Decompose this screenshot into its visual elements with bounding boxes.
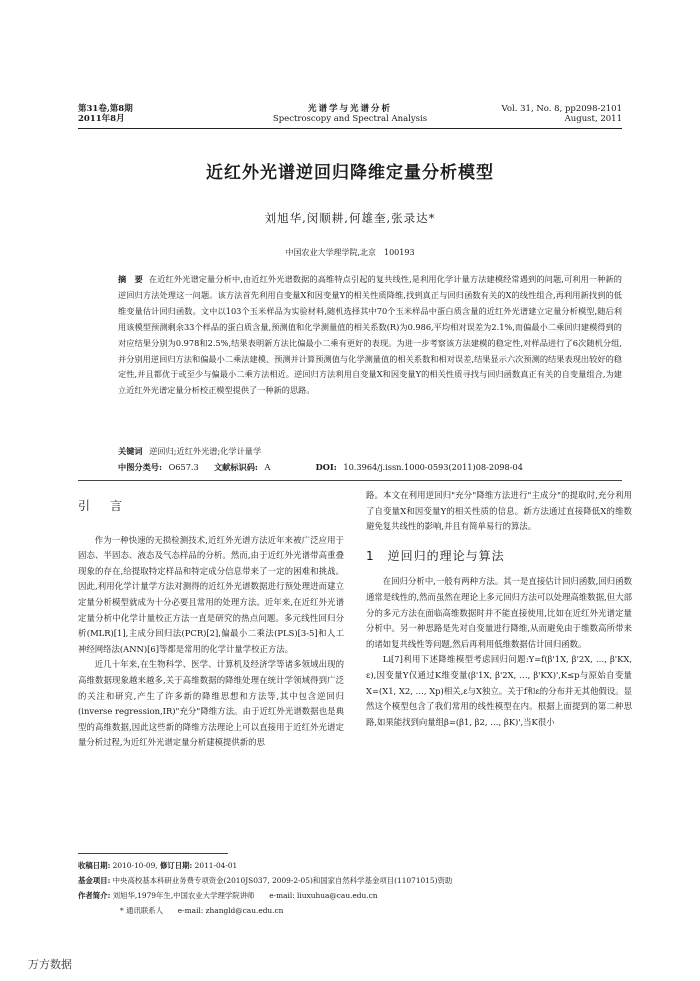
journal-name-en: Spectroscopy and Spectral Analysis [272, 114, 428, 124]
funding-line [78, 873, 622, 888]
issue-date: 2011年8月 [78, 114, 125, 124]
doi-label: DOI: [315, 461, 337, 472]
section-1-heading: 1 逆回归的理论与算法 [366, 548, 505, 563]
funding-label: 基金项目: [78, 876, 111, 885]
paper-title: 近红外光谱逆回归降维定量分析模型 [206, 163, 494, 183]
revised-date: 2011-04-01 [194, 861, 238, 870]
abstract-text: 在近红外光谱定量分析中,由近红外光谱数据的高维特点引起的复共线性,是利用化学计量方法建模经常遇到的问题,可利用一种新的逆回归方法处理这一问题。该方法首先利用自变量X和因变量Y的相关性质降维,找到真正与回归函数有关的X的线性组合,再利用新找到的低维变量估计回归函数。文中以103个玉米样品为实验材料,随机选择其中70个玉米样品中蛋白质含量的近红外光谱建立定量分析模型,随后利用该模型预测剩余33个样品的蛋白质含量,预测值和化学测量值的相关系数(R)为0.986,平均相对误差为2.1%,而偏最小二乘回归建模得到的对应结果分别为0.978和2.5%,结果表明新方法比偏最小二乘有更好的表现。为进一步考察该方法建模的稳定性,对样品进行了6次随机分组,并分别用逆回归方法和偏最小二乘法建模、预测并计算预测值与化学测量值的相关系数和相对误差,结果显示六次预测的结果表现出较好的稳定性,并且都优于或至少与偏最小二乘方法相近。逆回归方法利用自变量X和因变量Y的相关性质寻找与回归函数真正有关的自变量组合,为建立近红外光谱定量分析校正模型提供了一种新的思路。 [118, 274, 622, 396]
journal-issue [78, 104, 133, 124]
keywords-block [118, 444, 622, 475]
received-label: 收稿日期: [78, 861, 111, 870]
footnotes [78, 858, 622, 918]
right-column [366, 488, 632, 730]
bio-text: 刘旭华,1979年生,中国农业大学理学院讲师 e-mail: liuxuhua@cau.edu.cn [112, 891, 378, 900]
corresponding-author: * 通讯联系人 e-mail: zhangld@cau.edu.cn [120, 906, 284, 915]
classification-line [118, 460, 622, 476]
intro-paragraph-1: 作为一种快速的无损检测技术,近红外光谱方法近年来被广泛应用于固态、半固态、液态及气态样品的分析。然而,由于近红外光谱带高重叠现象的存在,给提取特定样品和特定成分信息带来了一定的困难和挑战。因此,利用化学计量学方法对测得的近红外光谱数据进行预处理进而建立定量分析模型就成为十分必要且常用的处理方法。近年来,在近红外光谱定量分析中化学计量校正方法一直是研究的热点问题。多元线性回归分析(MLR)[1],主成分回归法(PCR)[2],偏最小二乘法(PLS)[3-5]和人工神经网络法(ANN)[6]等都是常用的化学计量学校正方法。 [78, 534, 344, 654]
dates-line: 收稿日期: 2010-10-09, 修订日期: 2011-04-01 [78, 861, 238, 870]
footnote-rule [78, 853, 228, 854]
clc-label: 中图分类号: [118, 461, 162, 472]
author-list: 刘旭华,闵顺耕,何雄奎,张录达* [264, 211, 436, 225]
bio-label: 作者简介: [78, 891, 111, 900]
clc-value: O657.3 [168, 461, 199, 472]
volume-issue: 第31卷,第8期 [78, 104, 133, 114]
running-header [78, 104, 622, 130]
bio-line [78, 888, 622, 903]
intro-heading: 引 言 [78, 499, 127, 513]
doc-code-label: 文献标识码: [213, 461, 258, 472]
doi-value[interactable]: 10.3964/j.issn.1000-0593(2011)08-2098-04 [343, 461, 523, 472]
watermark: 万方数据 [28, 958, 72, 971]
intro-paragraph-2: 近几十年来,在生物科学、医学、计算机及经济学等诸多领域出现的高维数据现象越来越多,关于高维数据的降维处理在统计学领域得到广泛的关注和研究,产生了许多新的降维思想和方法等,其中包含逆回归(inverse regression,IR)"充分"降维方法。由于近红外光谱数据也是典型的高维数据,因此这些新的降维方法理论上可以直接用于近红外光谱定量分析过程,为近红外光谱定量分析建模提供新的思 [78, 659, 344, 748]
keywords-label: 关键词 [118, 446, 143, 456]
keywords-text: 逆回归;近红外光谱;化学计量学 [149, 446, 262, 456]
received-date: 2010-10-09 [112, 861, 156, 870]
doc-code-value: A [264, 461, 271, 472]
issue-date-en: August, 2011 [564, 114, 622, 124]
meta-rule [78, 480, 622, 481]
intro-continuation: 路。本文在利用逆回归"充分"降维方法进行"主成分"的提取时,充分利用了自变量X和因变量Y的相关性质的信息。新方法通过直接降低X的维数避免复共线性的影响,并且有简单易行的算法。 [366, 490, 632, 532]
section-1-paragraph-1: 在回归分析中,一般有两种方法。其一是直接估计回归函数,回归函数通常是线性的,然而虽然在理论上多元回归方法可以处理高维数据,但大部分的多元方法在面临高维数据时并不能直接使用,比如在近红外光谱定量分析中。另一种思路是先对自变量进行降维,从而避免由于维数高所带来的诸如复共线性等问题,然后再利用低维数据估计回归函数。 [366, 576, 632, 649]
keywords-line [118, 444, 622, 460]
header-rule [78, 128, 622, 129]
funding-text: 中央高校基本科研业务费专项资金(2010JS037, 2009-2-05)和国家自然科学基金项目(11071015)资助 [112, 876, 453, 885]
affiliation: 中国农业大学理学院,北京 100193 [285, 248, 415, 257]
journal-name-cn: 光谱学与光谱分析 [307, 104, 392, 114]
abstract-label: 摘 要 [118, 274, 143, 284]
revised-label: 修订日期: [159, 861, 193, 870]
volume-pages: Vol. 31, No. 8, pp2098-2101 [501, 104, 622, 114]
journal-name [228, 104, 472, 124]
section-1-paragraph-2: Li[7]利用下述降维模型考虑回归问题:Y=f(β'1X, β'2X, …, β'KX, ε),因变量Y仅通过K维变量(β'1X, β'2X, …, β'KX)',K≤p与原始自变量X=(X1, X2, …, Xp)相关,ε与X独立。关于f和ε的分布并无其他假设。显然这个模型包含了我们常用的线性模型在内。根据上面提到的第二种思路,如果能找到向量组β=(β1, β2, …, βK)',当K很小 [366, 654, 632, 727]
left-column [78, 495, 344, 751]
abstract [118, 272, 622, 399]
journal-volume-en [502, 104, 622, 124]
